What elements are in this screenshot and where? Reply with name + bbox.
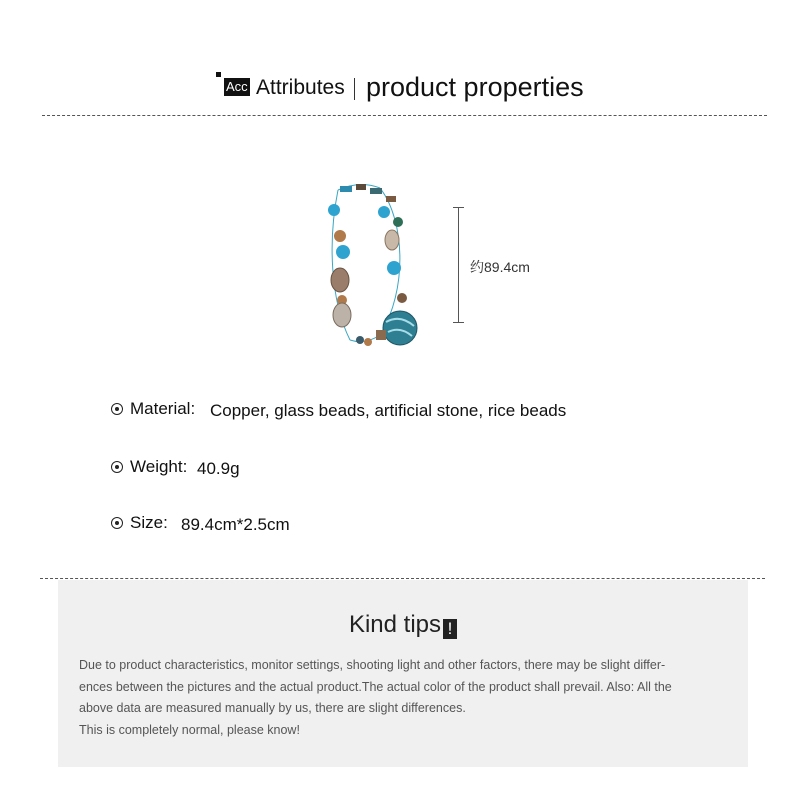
tips-line: above data are measured manually by us, there are slight differences. <box>79 701 466 715</box>
attribute-label: Weight: <box>130 457 188 476</box>
length-measurement: 约89.4cm <box>470 259 530 275</box>
measure-line <box>458 207 459 323</box>
kind-tips-panel <box>58 580 748 767</box>
divider-bottom <box>40 578 765 579</box>
header-separator <box>354 78 355 100</box>
bullet-icon <box>111 461 123 473</box>
bullet-icon <box>111 403 123 415</box>
measure-cap-bottom <box>453 322 464 323</box>
necklace-illustration <box>320 180 420 350</box>
section-header <box>0 70 800 110</box>
attribute-value: Copper, glass beads, artificial stone, rice beads <box>210 401 567 420</box>
product-image <box>320 180 420 350</box>
tips-body <box>79 655 733 741</box>
header-badge: Acc <box>226 79 248 94</box>
attribute-value: 89.4cm*2.5cm <box>181 515 290 534</box>
attribute-label: Size: <box>130 513 168 532</box>
page-title: product properties <box>366 72 584 102</box>
bullet-icon <box>111 517 123 529</box>
divider-top <box>42 115 767 116</box>
header-attributes-label: Attributes <box>256 76 345 99</box>
attribute-label: Material: <box>130 399 196 418</box>
tips-line: ences between the pictures and the actual product.The actual color of the product shall prevail. Also: All the <box>79 679 672 694</box>
tips-line: Due to product characteristics, monitor settings, shooting light and other factors, there may be slight differ- <box>79 658 666 672</box>
tips-heading <box>58 611 748 639</box>
header-dot <box>216 72 221 77</box>
measure-cap-top <box>453 207 464 208</box>
exclamation-icon: ! <box>443 619 457 639</box>
tips-title: Kind tips <box>348 611 442 638</box>
attribute-value: 40.9g <box>197 459 240 478</box>
tips-line: This is completely normal, please know! <box>79 722 300 737</box>
